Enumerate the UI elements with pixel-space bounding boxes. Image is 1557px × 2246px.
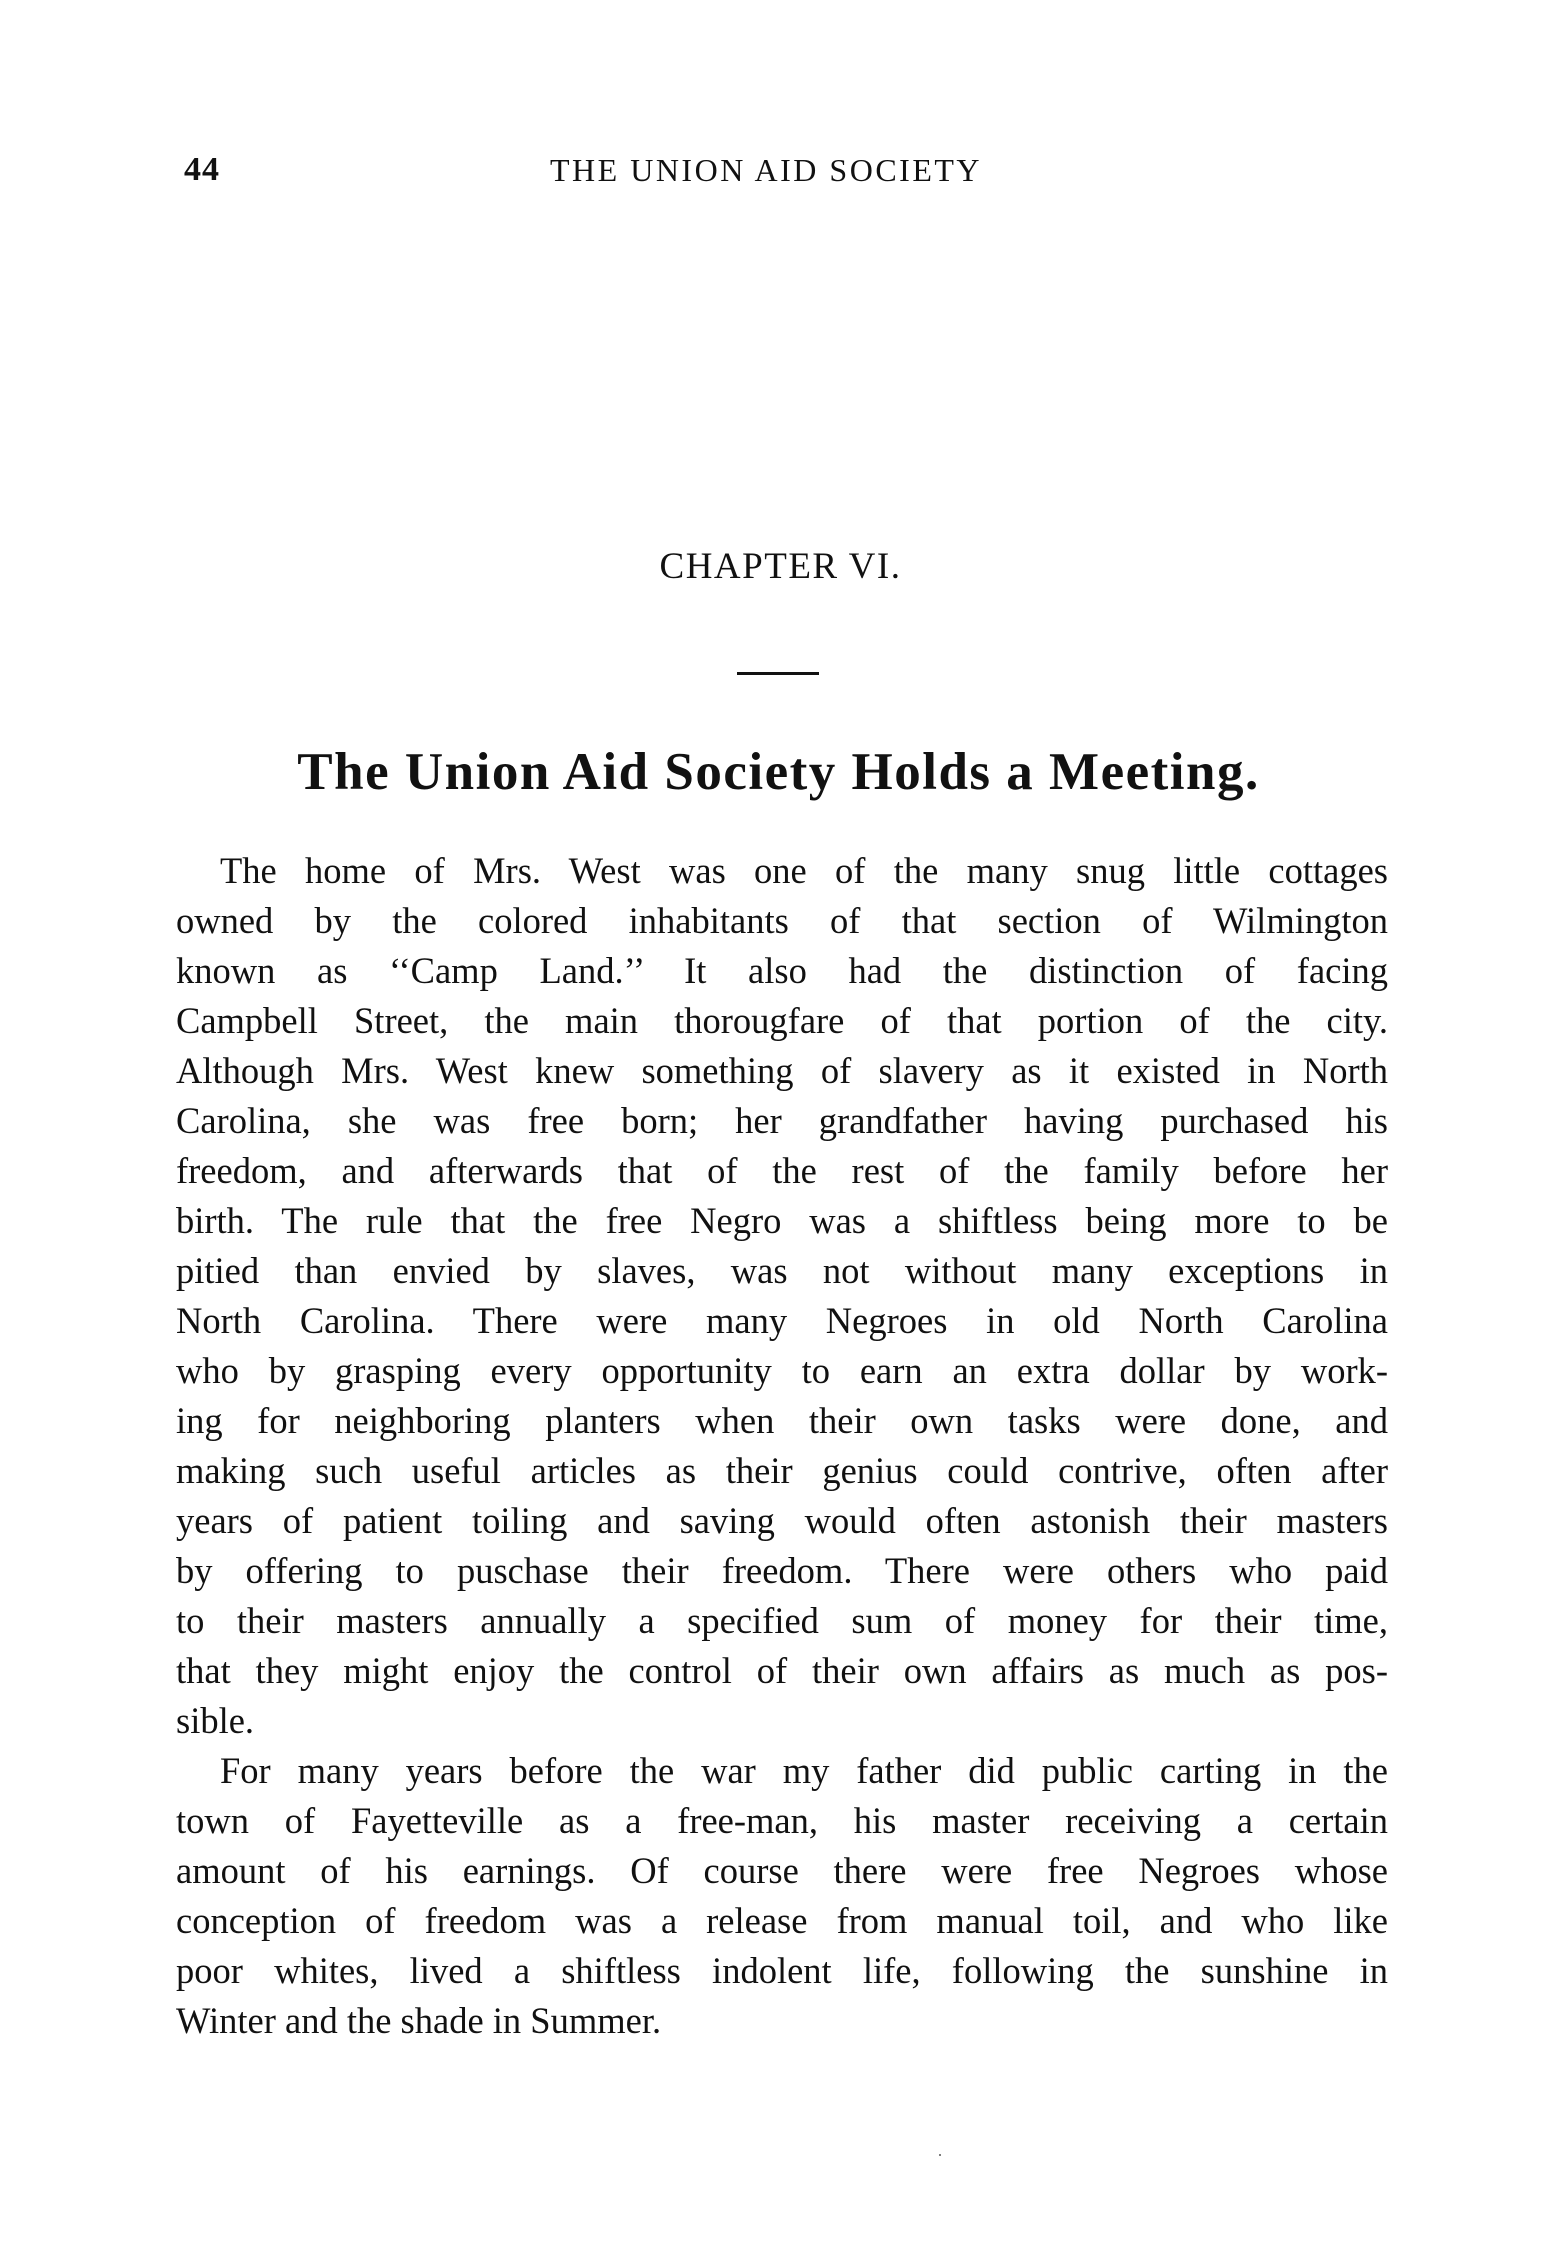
text-line: ing for neighboring planters when their own tasks were done, and	[176, 1400, 1388, 1441]
text-line: amount of his earnings. Of course there were free Negroes whose	[176, 1850, 1388, 1891]
text-line: sible.	[176, 1700, 255, 1741]
running-header	[0, 0, 1557, 200]
body-text	[176, 846, 1388, 2046]
text-line: owned by the colored inhabitants of that section of Wilmington	[176, 900, 1388, 941]
text-line: North Carolina. There were many Negroes in old North Carolina	[176, 1300, 1388, 1341]
text-line: town of Fayetteville as a free-man, his master receiving a certain	[176, 1800, 1388, 1841]
running-title: THE UNION AID SOCIETY	[550, 152, 983, 188]
page-number: 44	[184, 151, 220, 188]
text-line: known as ‘‘Camp Land.’’ It also had the distinction of facing	[176, 950, 1388, 991]
text-line: pitied than envied by slaves, was not without many exceptions in	[176, 1250, 1388, 1291]
text-line: Winter and the shade in Summer.	[176, 2000, 662, 2041]
text-line: The home of Mrs. West was one of the many snug little cottages	[220, 850, 1388, 891]
text-line: freedom, and afterwards that of the rest of the family before her	[176, 1150, 1388, 1191]
chapter-title: The Union Aid Society Holds a Meeting.	[297, 743, 1260, 801]
scan-speck	[939, 2154, 941, 2156]
text-line: Although Mrs. West knew something of slavery as it existed in North	[176, 1050, 1388, 1091]
text-line: Campbell Street, the main thorougfare of that portion of the city.	[176, 1000, 1388, 1041]
text-line: by offering to puschase their freedom. There were others who paid	[176, 1550, 1388, 1591]
text-line: making such useful articles as their genius could contrive, often after	[176, 1450, 1388, 1491]
chapter-number: CHAPTER VI.	[659, 546, 902, 587]
text-line: years of patient toiling and saving would often astonish their masters	[176, 1500, 1388, 1541]
text-line: birth. The rule that the free Negro was a shiftless being more to be	[176, 1200, 1388, 1241]
text-line: For many years before the war my father did public carting in the	[220, 1750, 1388, 1791]
paragraph-2	[176, 1746, 1388, 2046]
paragraph-1	[176, 846, 1388, 1746]
text-line: poor whites, lived a shiftless indolent life, following the sunshine in	[176, 1950, 1388, 1991]
text-line: Carolina, she was free born; her grandfather having purchased his	[176, 1100, 1388, 1141]
chapter-divider-rule	[737, 672, 819, 675]
text-line: conception of freedom was a release from manual toil, and who like	[176, 1900, 1388, 1941]
text-line: to their masters annually a specified sum of money for their time,	[176, 1600, 1388, 1641]
text-line: that they might enjoy the control of their own affairs as much as pos-	[176, 1650, 1388, 1691]
text-line: who by grasping every opportunity to earn an extra dollar by work-	[176, 1350, 1388, 1391]
